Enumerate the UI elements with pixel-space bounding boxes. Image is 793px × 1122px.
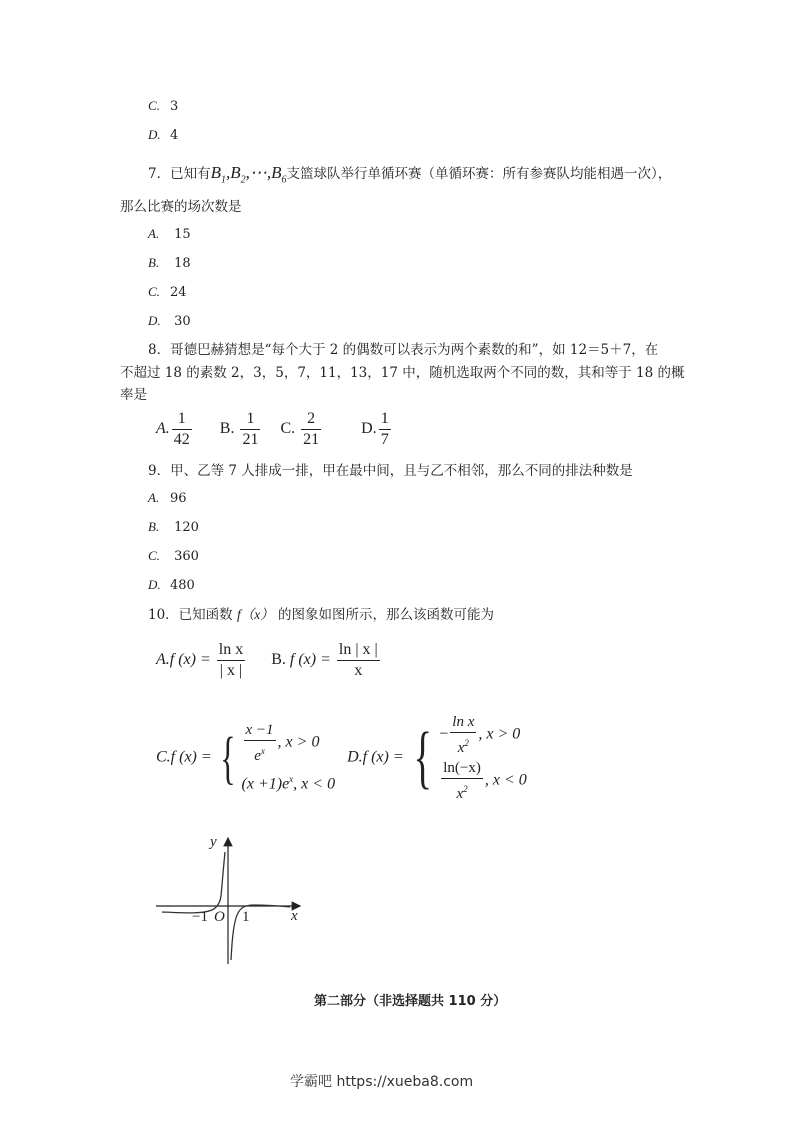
option-letter: B. — [271, 651, 286, 669]
q9-option-b — [148, 519, 199, 535]
option-letter: C. — [148, 98, 160, 113]
q10-stem-post: 的图象如图所示，那么该函数可能为 — [278, 607, 495, 623]
q10-fx: f（x） — [236, 607, 274, 622]
q10-stem — [148, 606, 494, 624]
q9-option-c — [148, 548, 199, 564]
footer-watermark: 学霸吧 https://xueba8.com — [290, 1074, 474, 1090]
option-text: 3 — [170, 99, 179, 114]
option-text: 120 — [174, 520, 199, 535]
fraction: $\frac{1}{42}$ — [173, 410, 190, 448]
q9-option-a — [148, 490, 187, 506]
option-text: 18 — [174, 256, 191, 271]
q7-stem-text: 支篮球队举行单循环赛（单循环赛：所有参赛队均能相遇一次）， — [286, 166, 672, 182]
q7-option-a — [148, 226, 191, 242]
q7-option-c — [148, 284, 187, 300]
option-letter: C. — [148, 284, 160, 299]
function-graph — [150, 832, 310, 970]
q10-options-ab — [156, 641, 382, 680]
lhs: f (x) = — [170, 748, 212, 766]
piecewise-c: $\frac{x -1}{e^x}$ , x > 0 $(x +1)e^x$, x < 0 — [241, 722, 336, 793]
left-brace: { — [413, 719, 432, 796]
option-letter: D. — [361, 420, 377, 438]
option-letter: D. — [347, 748, 363, 766]
option-text: 4 — [170, 128, 179, 143]
option-text: 96 — [170, 491, 187, 506]
fraction: $\frac{1}{7}$ — [380, 410, 389, 448]
fraction: $\frac{2}{21}$ — [303, 410, 320, 448]
fraction: $\frac{1}{21}$ — [242, 410, 259, 448]
option-letter: D. — [148, 127, 161, 142]
q9-stem: 9．甲、乙等 7 人排成一排，甲在最中间，且与乙不相邻，那么不同的排法种数是 — [148, 463, 633, 479]
fraction: $\frac{\ln | x |}{x}$ — [338, 641, 378, 679]
left-brace: { — [219, 725, 236, 790]
option-text: 15 — [174, 227, 191, 242]
q7-stem-line2: 那么比赛的场次数是 — [120, 199, 242, 215]
right-branch — [231, 905, 290, 960]
option-letter: A. — [148, 226, 160, 241]
q9-option-d — [148, 577, 195, 593]
q7-stem — [148, 164, 671, 189]
option-letter: D. — [148, 313, 161, 328]
origin-label: O — [214, 909, 225, 925]
q6-option-d — [148, 127, 178, 143]
option-letter: A. — [148, 490, 160, 505]
option-letter: D. — [148, 577, 161, 592]
option-text: 360 — [174, 549, 199, 564]
q7-number: 7．已知有 — [148, 166, 211, 182]
q8-stem-line2: 不超过 18 的素数 2，3，5，7，11，13，17 中，随机选取两个不同的数，其和等于 18 的概 — [120, 365, 685, 381]
option-letter: B. — [219, 420, 235, 438]
q8-options — [156, 410, 393, 449]
lhs: f (x) = — [289, 651, 331, 669]
option-text: 24 — [170, 285, 187, 300]
option-letter: B. — [148, 255, 160, 270]
option-text: 480 — [170, 578, 195, 593]
q10-stem-pre: 10．已知函数 — [148, 607, 233, 623]
option-letter: A. — [156, 420, 170, 438]
left-branch — [162, 852, 225, 913]
section-title: 第二部分（非选择题共 110 分） — [314, 994, 507, 1009]
option-text: 30 — [174, 314, 191, 329]
lhs: f (x) = — [362, 748, 404, 766]
piecewise-d: − $\frac{\text{ln x}}{x^2}$ , x > 0 $\frac{\ln(-x)}{x^2}$ , x < 0 — [439, 714, 527, 802]
lhs: f (x) = — [169, 651, 211, 669]
one-label: 1 — [242, 909, 250, 925]
option-letter: A. — [156, 651, 170, 669]
neg-one-label: −1 — [192, 909, 208, 925]
option-letter: C. — [148, 548, 160, 563]
option-letter: B. — [148, 519, 160, 534]
q8-stem-line3: 率是 — [120, 387, 147, 403]
q7-option-b — [148, 255, 191, 271]
q8-stem-line1: 8．哥德巴赫猜想是“每个大于 2 的偶数可以表示为两个素数的和”，如 12＝5＋7，在 — [148, 342, 659, 358]
x-label: x — [291, 908, 298, 924]
y-label: y — [210, 834, 217, 850]
option-letter: C. — [156, 748, 171, 766]
option-letter: C. — [280, 420, 296, 438]
q10-options-cd — [156, 713, 527, 803]
b1-symbol: $B_1,B_2,\cdots,B_6$ — [210, 163, 287, 186]
fraction: $\frac{\text{ln x}}{| x |}$ — [218, 641, 244, 679]
q6-option-c — [148, 98, 178, 114]
q7-option-d — [148, 313, 191, 329]
